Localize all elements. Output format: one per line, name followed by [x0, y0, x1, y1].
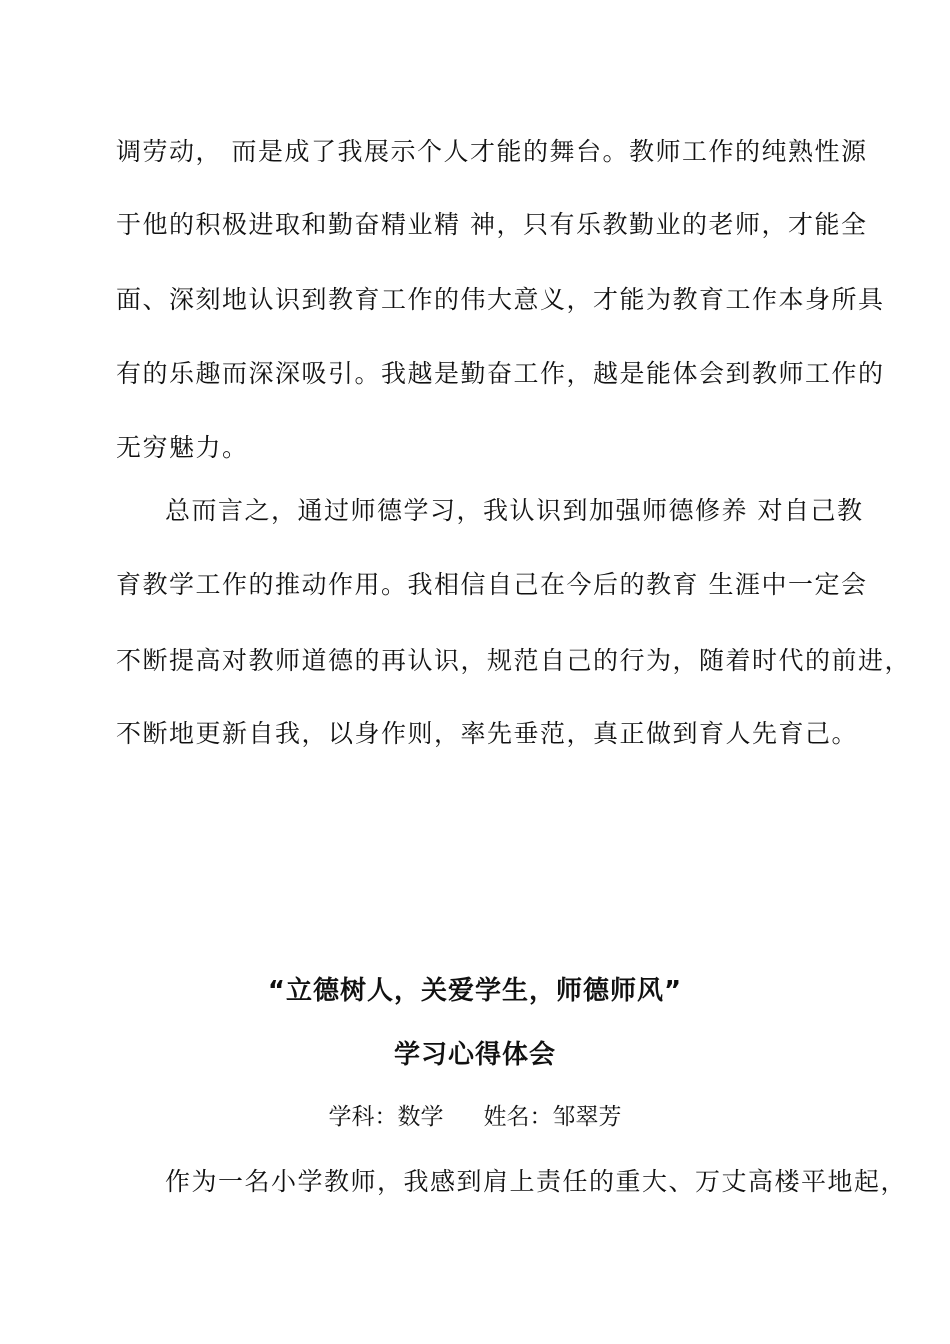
- text-line: 于他的积极进取和勤奋精业精 神，只有乐教勤业的老师，才能全: [116, 210, 868, 239]
- text-line: 作为一名小学教师，我感到肩上责任的重大、万丈高楼平地起，: [165, 1167, 908, 1196]
- text-line: 有的乐趣而深深吸引。我越是勤奋工作，越是能体会到教师工作的: [116, 359, 885, 388]
- text-line: 面、深刻地认识到教育工作的伟大意义，才能为教育工作本身所具: [116, 285, 885, 314]
- text-line: 不断提高对教师道德的再认识，规范自己的行为，随着时代的前进，: [116, 646, 912, 675]
- article-title: “立德树人，关爱学生，师德师风”: [267, 976, 683, 1006]
- text-line: 总而言之，通过师德学习，我认识到加强师德修养 对自己教: [165, 496, 864, 525]
- text-line: 无穷魅力。: [116, 433, 249, 462]
- author-info: [0, 1102, 950, 1132]
- text-line: 调劳动， 而是成了我展示个人才能的舞台。教师工作的纯熟性源: [116, 137, 868, 166]
- text-line: 不断地更新自我，以身作则，率先垂范，真正做到育人先育己。: [116, 719, 859, 748]
- subject-label: 学科：数学: [328, 1104, 444, 1130]
- article-subtitle: 学习心得体会: [393, 1040, 556, 1070]
- author-name: 姓名：邹翠芳: [483, 1104, 622, 1130]
- text-line: 育教学工作的推动作用。我相信自己在今后的教育 生涯中一定会: [116, 570, 868, 599]
